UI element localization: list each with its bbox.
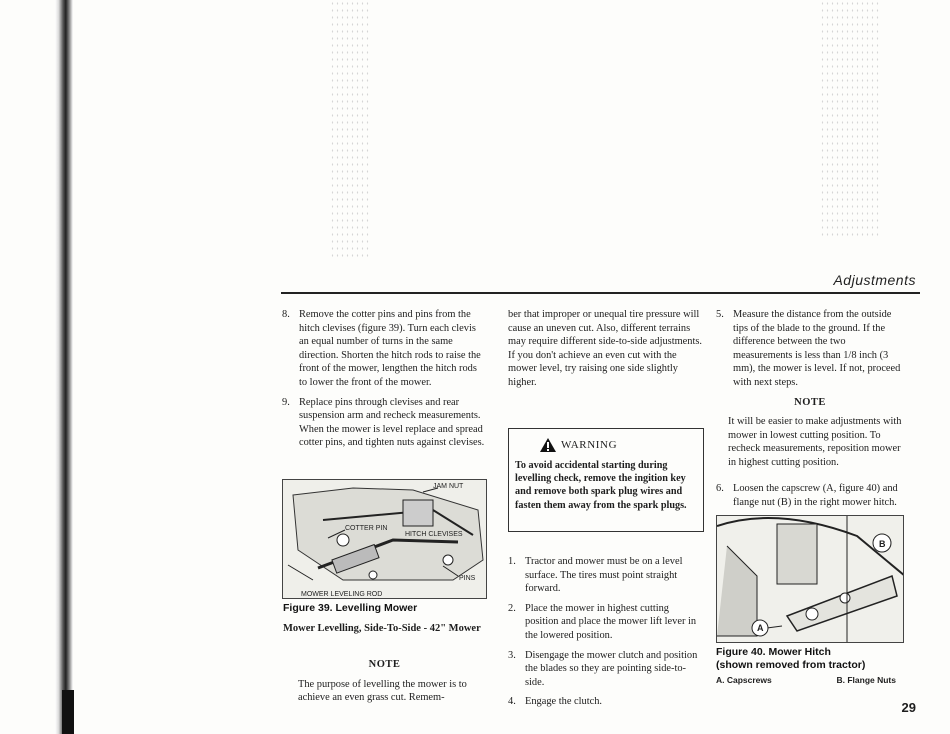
step-6 <box>716 482 904 509</box>
warning-body: To avoid accidental starting during levelling check, remove the ingition key and remove both spark plug wires and fasten them away from the spark plugs. <box>515 460 687 511</box>
label-hitch-clevises: HITCH CLEVISES <box>405 531 463 538</box>
step-text: Disengage the mower clutch and position the blades so they are pointing side-to-side. <box>525 649 698 688</box>
figure-39-illustration <box>282 479 487 599</box>
warning-box <box>508 428 704 532</box>
step-5 <box>716 308 904 390</box>
column-3-step-6 <box>716 482 904 515</box>
levelling-mower-drawing <box>283 480 487 599</box>
step-4 <box>508 695 704 709</box>
section-title: Adjustments <box>833 272 916 288</box>
figure-40-legend <box>716 675 896 685</box>
header-rule <box>281 292 920 294</box>
step-number: 9. <box>282 396 290 408</box>
binding-shadow <box>62 690 74 734</box>
step-number: 5. <box>716 309 724 320</box>
step-text: Place the mower in highest cutting position and place the mower lift lever in the lowered position. <box>525 602 697 641</box>
step-text: Engage the clutch. <box>525 696 603 708</box>
step-9 <box>282 396 487 450</box>
step-text: Loosen the capscrew (A, figure 40) and flange nut (B) in the right mower hitch. <box>733 483 898 508</box>
callout-b: B <box>879 539 886 549</box>
figure-40-caption <box>716 646 865 671</box>
column-1 <box>282 308 487 456</box>
legend-capscrews: A. Capscrews <box>716 675 772 685</box>
warning-header <box>539 437 696 453</box>
legend-flange-nuts: B. Flange Nuts <box>836 675 896 685</box>
step-text: Measure the distance from the outside tips of the blade to the ground. If the difference between the two measurements is less than 1/8 inch (3 mm), the mower is level. If not, proceed with next steps. <box>733 309 901 388</box>
step-3 <box>508 649 704 690</box>
step-number: 1. <box>508 556 516 567</box>
scan-speckle-left <box>330 0 370 260</box>
label-jam-nut: JAM NUT <box>433 483 464 490</box>
figure-39-subtitle: Mower Levelling, Side-To-Side - 42" Mower <box>283 623 481 634</box>
note-heading-2: NOTE <box>794 396 826 408</box>
page-number: 29 <box>901 700 916 715</box>
continued-paragraph: ber that improper or unequal tire pressure will cause an uneven cut. Also, different terrains may require different side-to-side adjustments. If you don't achieve an even cut with the mower level, try raising one side slightly higher. <box>508 309 702 388</box>
callout-a: A <box>757 623 764 633</box>
step-8 <box>282 308 487 390</box>
note-block-1 <box>282 652 487 705</box>
step-number: 3. <box>508 649 516 661</box>
label-leveling-rod: MOWER LEVELING ROD <box>301 591 383 598</box>
figure-40-caption-subtitle: (shown removed from tractor) <box>716 658 866 671</box>
figure-40-illustration <box>716 515 904 643</box>
figure-39-caption: Figure 39. Levelling Mower <box>283 602 418 614</box>
page-binding-edge <box>55 0 73 734</box>
step-text: Remove the cotter pins and pins from the hitch clevises (figure 39). Turn each clevis an equal number of turns in the same direction. Shorten the hitch rods to raise the front of the mower, lengthen the hitch rods to lower the front of the mower. <box>299 309 481 388</box>
scan-speckle-right <box>820 0 880 240</box>
step-number: 6. <box>716 483 724 494</box>
label-cotter-pin: COTTER PIN <box>345 525 388 532</box>
figure-40-caption-title: Figure 40. Mower Hitch <box>716 646 831 658</box>
step-text: Replace pins through clevises and rear suspension arm and recheck measurements. When the mower is level replace and spread cotter pins, and tighten nuts against clevises. <box>299 396 485 449</box>
warning-triangle-icon <box>539 437 557 453</box>
label-pins: PINS <box>459 575 476 582</box>
step-text: Tractor and mower must be on a level surface. The tires must point straight forward. <box>525 556 683 595</box>
step-number: 8. <box>282 309 290 320</box>
warning-title: WARNING <box>561 439 618 451</box>
mower-hitch-drawing <box>717 516 904 643</box>
column-3 <box>716 308 904 470</box>
step-1 <box>508 555 704 596</box>
note-heading: NOTE <box>368 659 401 670</box>
column-2-steps <box>508 555 704 715</box>
step-number: 2. <box>508 602 516 614</box>
note-text: The purpose of levelling the mower is to achieve an even grass cut. Remem- <box>298 678 467 704</box>
column-2 <box>508 308 704 390</box>
step-number: 4. <box>508 696 516 708</box>
step-2 <box>508 602 704 643</box>
note-text-2: It will be easier to make adjustments with mower in lowest cutting position. To recheck measurements, reposition mower in highest cutting position. <box>728 416 902 468</box>
